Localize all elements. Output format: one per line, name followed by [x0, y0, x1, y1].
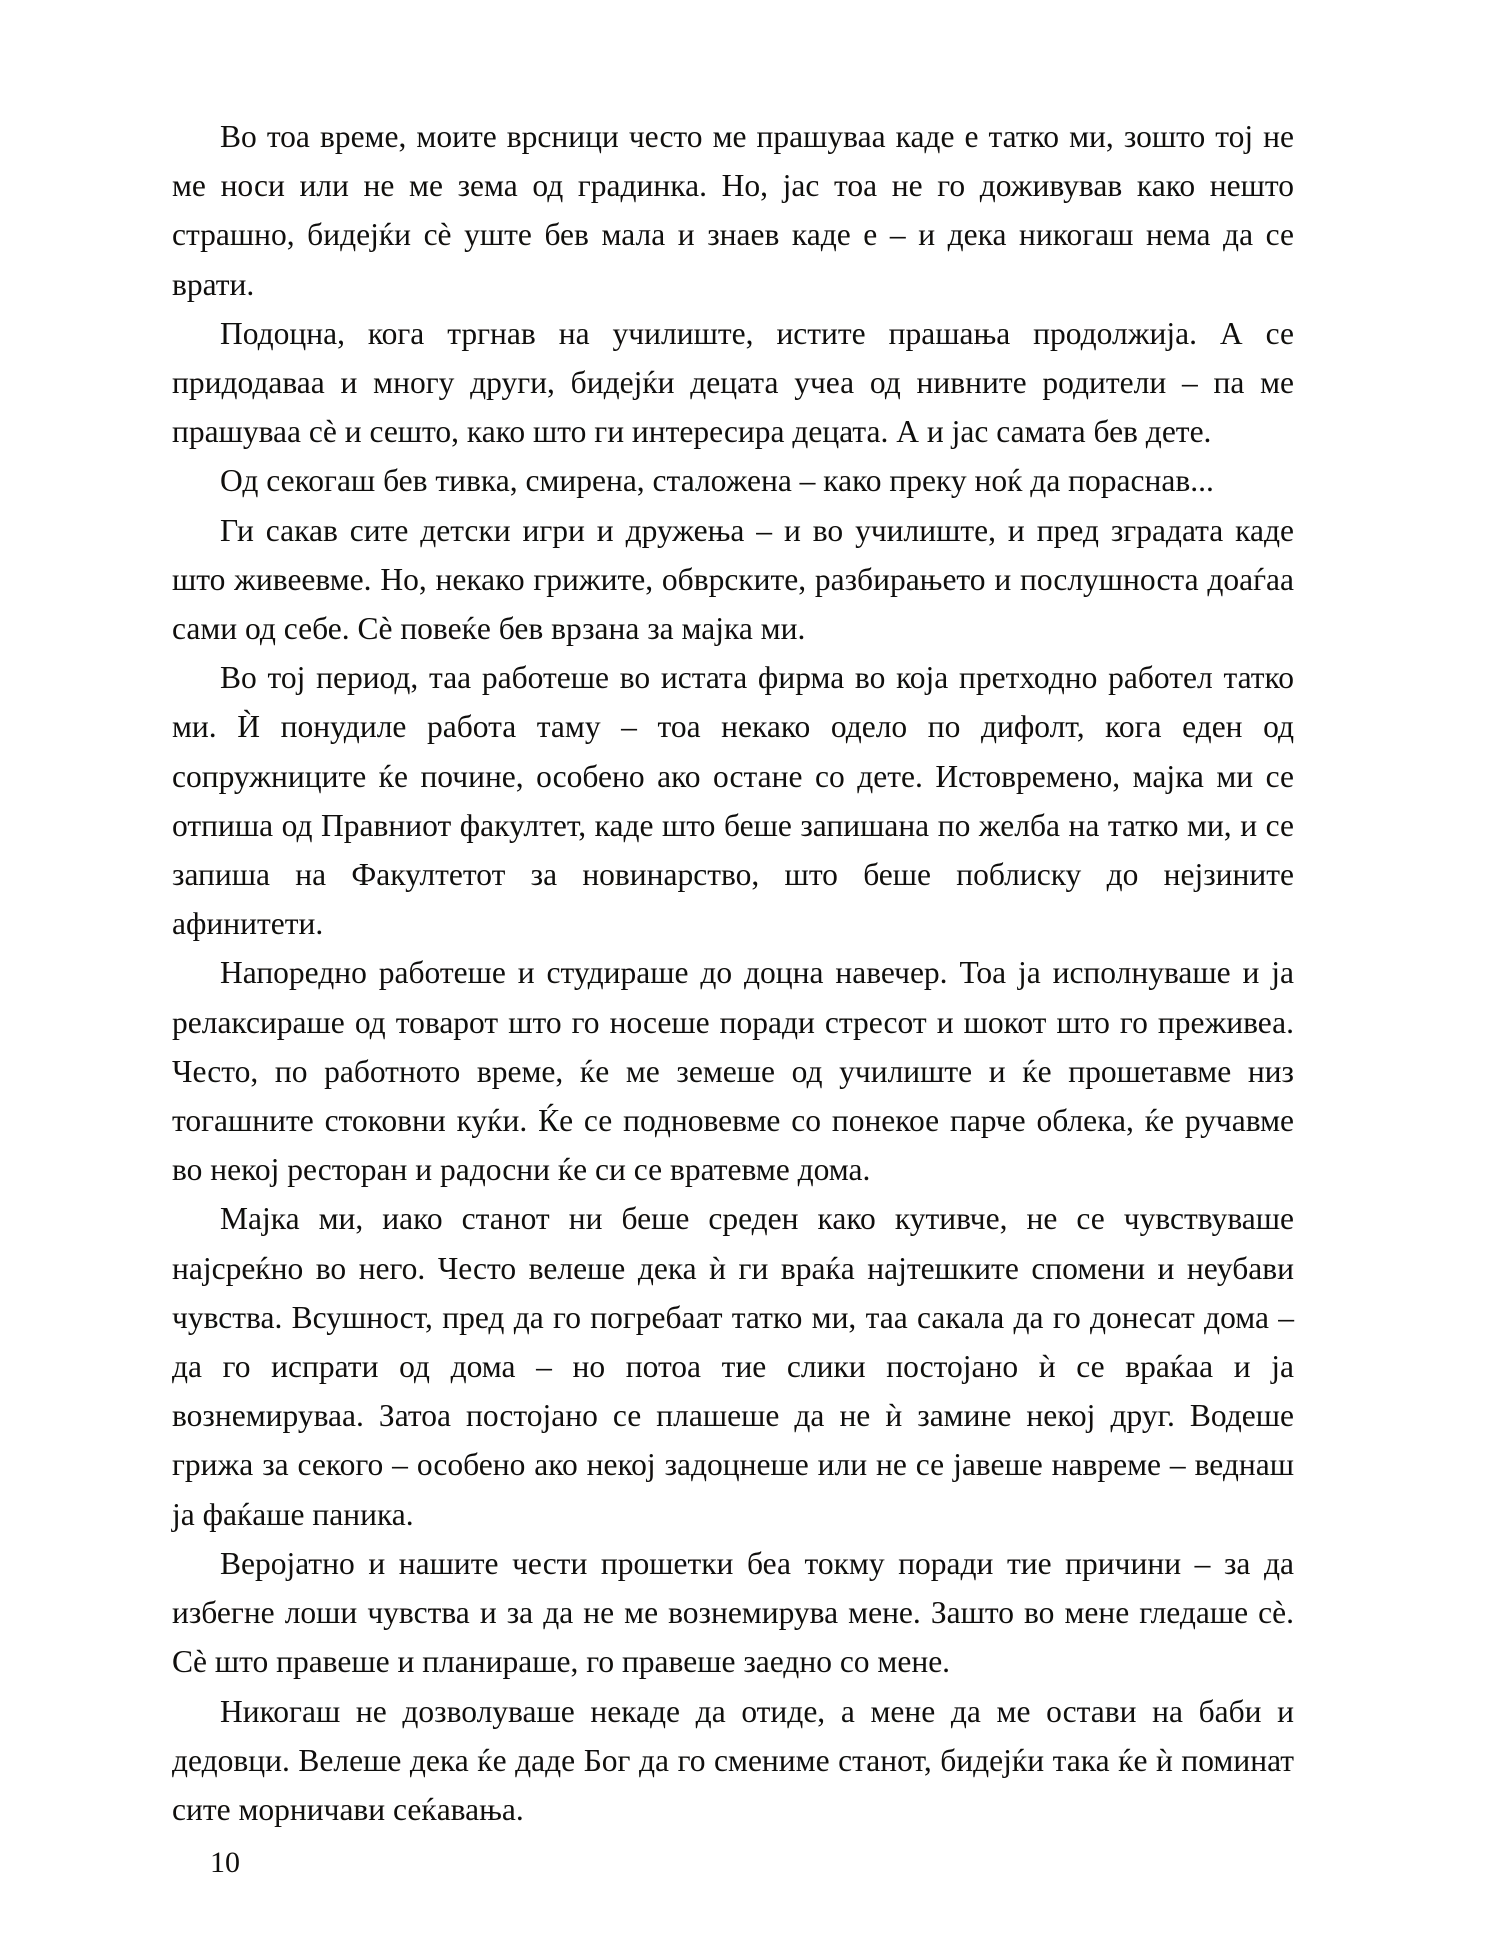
paragraph: Никогаш не дозволуваше некаде да отиде, а мене да ме остави на баби и дедовци. Велеше дека ќе даде Бог да го смениме станот, бидејќи така ќе ѝ поминат сите морничави сеќавања. [172, 1693, 1294, 1827]
page-number: 10 [210, 1846, 240, 1879]
paragraph: Веројатно и нашите чести прошетки беа токму поради тие причини – за да избегне лоши чувства и за да не ме вознемирува мене. Зашто во мене гледаше сè. Сè што правеше и планираше, го правеше заедно со мене. [172, 1545, 1294, 1680]
paragraph: Подоцна, кога тргнав на училиште, истите прашања продолжија. А се придодаваа и многу други, бидејќи децата учеа од нивните родители – па ме прашуваа сè и сешто, како што ги интересира децата. А и јас самата бев дете. [172, 315, 1294, 450]
paragraph: Ги сакав сите детски игри и дружења – и во училиште, и пред зградата каде што живеевме. Но, некако грижите, обврските, разбирањето и послушноста доаѓаа сами од себе. Сè повеќе бев врзана за мајка ми. [172, 512, 1294, 647]
body-text-block [172, 112, 1294, 1834]
paragraph: Во тој период, таа работеше во истата фирма во која претходно работел татко ми. Ѝ понудиле работа таму – тоа некако одело по дифолт, кога еден од сопружниците ќе почине, особено ако остане со дете. Истовремено, мајка ми се отпиша од Правниот факултет, каде што беше запишана по желба на татко ми, и се запиша на Факултетот за новинарство, што беше поблиску до нејзините афинитети. [172, 660, 1294, 942]
paragraph: Во тоа време, моите врсници често ме прашуваа каде е татко ми, зошто тој не ме носи или не ме зема од градинка. Но, јас тоа не го доживував како нешто страшно, бидејќи сè уште бев мала и знаев каде е – и дека никогаш нема да се врати. [172, 119, 1294, 302]
paragraph: Мајка ми, иако станот ни беше среден како кутивче, не се чувствуваше најсреќно во него. Често велеше дека ѝ ги враќа најтешките спомени и неубави чувства. Всушност, пред да го погребаат татко ми, таа сакала да го донесат дома – да го испрати од дома – но потоа тие слики постојано ѝ се враќаа и ја вознемируваа. Затоа постојано се плашеше да не ѝ замине некој друг. Водеше грижа за секого – особено ако некој задоцнеше или не се јавеше навреме – веднаш ја фаќаше паника. [172, 1201, 1294, 1532]
paragraph: Напоредно работеше и студираше до доцна навечер. Тоа ја исполнуваше и ја релаксираше од товарот што го носеше поради стресот и шокот што го преживеа. Често, по работното време, ќе ме земеше од училиште и ќе прошетавме низ тогашните стоковни куќи. Ќе се подновевме со понекое парче облека, ќе ручавме во некој ресторан и радосни ќе си се вратевме дома. [172, 955, 1294, 1188]
paragraph: Од секогаш бев тивка, смирена, сталожена – како преку ноќ да пораснав... [220, 463, 1214, 499]
